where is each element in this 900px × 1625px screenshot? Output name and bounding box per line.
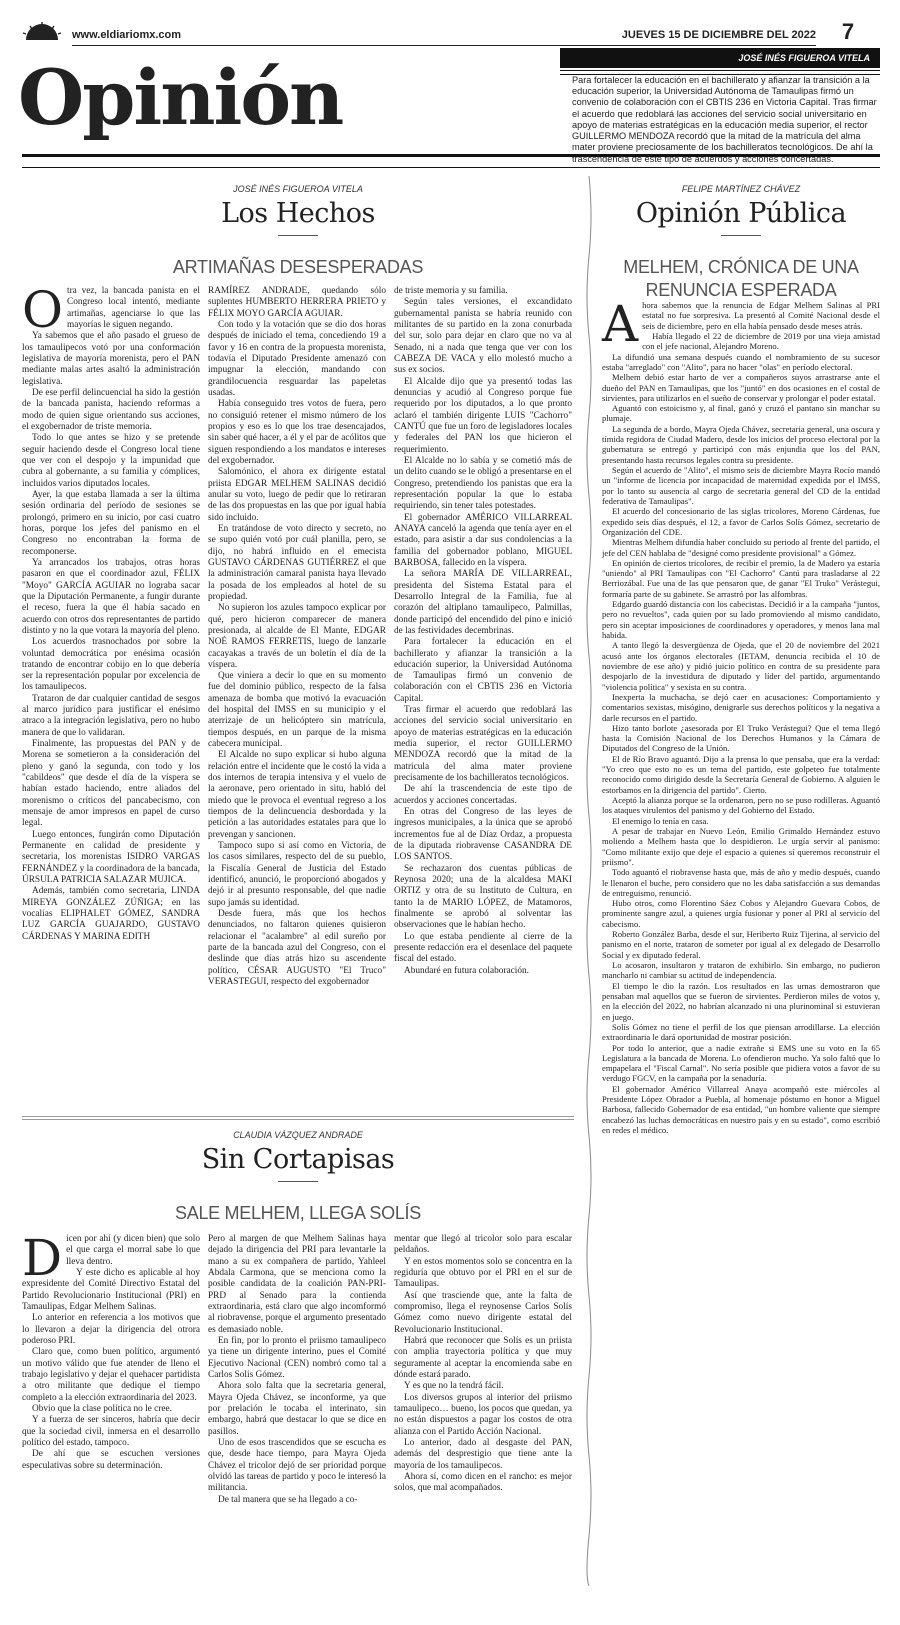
paragraph: Obvio que la clase política no le cree. [32, 1403, 172, 1414]
summary-text: Para fortalecer la educación en el bachillerato y afianzar la transición a la educación superior, la Universidad Autónoma de Tamaulipas firmó un convenio de colaboración con el CBTIS 236 en Victoria Capital. Tras firmar el acuerdo que redoblará las acciones del servicio social universitario en apoyo de materias estratégicas en la educación media superior, el rector GUILLERMO MENDOZA recordó que la mitad de la matrícula del alma mater proviene preciosamente de los bachilleratos tecnológicos. De ahí la trascendencia de este tipo de acuerdos y acciones concertadas. [572, 75, 877, 164]
paragraph: A pesar de trabajar en Nuevo León, Emilio Grimaldo Hernández estuvo moliendo a Melhem hasta que lo despidieron. Le urgía servir al panismo: "Como militante exijo que deje el espacio a quienes sí queremos reconstruir el priismo". [602, 825, 880, 867]
section-divider [22, 1116, 574, 1117]
article1-author: JOSÉ INÉS FIGUEROA VITELA [233, 184, 363, 194]
paragraph: Que viniera a decir lo que en su momento fue del dominio público, respecto de la falsa amenaza de bomba que motivó la evacuación del hospital del IMSS en su municipio y el aterrizaje de un helicóptero sin matrícula, tiempos después, en un parque de la misma cabecera municipal. [208, 671, 386, 750]
top-rule [72, 45, 816, 46]
summary-author: JOSÉ INÉS FIGUEROA VITELA [560, 48, 880, 68]
paragraph: Lo que estaba pendiente al cierre de la presente redacción era el desenlace del paquete fiscal del estado. [394, 931, 572, 965]
paragraph: La segunda de a bordo, Mayra Ojeda Chávez, secretaria general, una oscura y tímida regidora de Ciudad Madero, desde los inicios del proceso electoral por la gubernatura se entregó y participó con más enjundia que los del PAN, presentando hasta recursos legales contra su presidente. [602, 423, 880, 465]
paragraph: En fin, por lo pronto el priismo tamaulipeco ya tiene un dirigente interino, pues el Comité Ejecutivo Nacional (CEN) nombró como tal a Carlos Solís Gómez. [208, 1335, 386, 1380]
paragraph: Pero al margen de que Melhem Salinas haya dejado la dirigencia del PRI para levantarle la mano a su ex compañera de partido, Yahleel Abdala Carmona, que se menciona como la posible candidata de la coalición PAN-PRI-PRD al Senado para la contienda extraordinaria, está claro que algo incomformó al riobravense, porque el argumento presentado es demasiado noble. [208, 1234, 386, 1335]
paragraph: En otras del Congreso de las leyes de ingresos municipales, a la única que se aprobó incrementos fue al de Díaz Ordaz, a propuesta de la diputada riobravense CASANDRA DE LOS SANTOS. [394, 807, 572, 863]
column-divider [584, 176, 594, 1586]
issue-date: JUEVES 15 DE DICIEMBRE DEL 2022 [621, 29, 816, 41]
article2-head [22, 1130, 574, 1225]
paragraph: Se rechazaron dos cuentas públicas de Reynosa 2020; una de la alcaldesa MAKI ORTIZ y otra de su Instituto de Cultura, en tanto la de MARIO LÓPEZ, de Matamoros, finalmente se aprobó al solventar las observaciones que le habían hecho. [394, 863, 572, 931]
paragraph: Otra vez, la bancada panista en el Congreso local intentó, mediante artimañas, agenciarse lo que las mayorías le siguen negando. [22, 281, 200, 339]
paragraph: Salomónico, el ahora ex dirigente estatal priista EDGAR MELHEM SALINAS decidió anular su voto, luego de pedir que lo retiraran de las dos propuestas en las que por igual había sido incluido. [208, 467, 386, 523]
sun-logo-icon [22, 22, 62, 42]
paragraph: Mientras Melhem difundía haber concluido su periodo al frente del partido, el jefe del CEN hablaba de "designé como presidente provisional" a Gómez. [602, 537, 880, 558]
paragraph: Había llegado el 22 de diciembre de 2019 por una vieja amistad con el jefe nacional, Alejandro Moreno. [642, 330, 880, 352]
paragraph: Ahora sabemos que la renuncia de Edgar Melhem Salinas al PRI estatal no fue sorpresiva. La presentó al Comité Nacional desde el seis de diciembre, pero en ella había pensado desde meses atrás. [602, 295, 880, 353]
paragraph: Todo lo que antes se hizo y se pretende seguir haciendo desde el Congreso local tiene que ver con el despojo y la impunidad que cubra al gobernante, a su familia y cómplices, incluidos varios diputados locales. [22, 433, 200, 489]
article2-column: Sin Cortapisas [201, 1144, 395, 1175]
paragraph: Ahora solo falta que la secretaria general, Mayra Ojeda Chávez, se inconforme, ya que por prelación le tocaba el interinato, sin embargo, habrá que destacar lo que se dice en pasillos. [208, 1381, 386, 1437]
paragraph: RAMÍREZ ANDRADE, quedando sólo suplentes HUMBERTO HERRERA PRIETO y FÉLIX MOYO GARCÍA AGUIAR. [208, 286, 386, 319]
paragraph: Inexperta la muchacha, se dejó caer en acusaciones: Comportamiento y comentarios sexistas, misógino, denigrarle sus derechos políticos y la negativa a darle recursos en el partido. [602, 691, 880, 723]
paragraph: Lo anterior, dado al desgaste del PAN, además del desprestigio que tiene ante la mayoría de los tamaulipecos. [394, 1437, 572, 1471]
paragraph: Desde fuera, más que los hechos denunciados, no faltaron quienes quisieron relacionar el "acalambre" al edil sureño por parte de la bancada azul del Congreso, con el deslinde que días atrás hizo su ascendente político, CÉSAR AUGUSTO "El Truco" VERASTEGUI, respecto del exgobernador [208, 909, 386, 988]
article3-head [602, 184, 880, 301]
article3-col1 [602, 295, 880, 1135]
paragraph: Aguantó con estoicismo y, al final, ganó y cruzó el pantano sin manchar su plumaje. [602, 403, 880, 424]
paragraph: El gobernador Américo Villarreal Anaya acompañó este miércoles al Presidente López Obrador a Puebla, al homenaje póstumo en honor a Miguel Barbosa, fallecido Gobernador de esa entidad, "un hombre valiente que siempre encabezó las luchas democráticas en nuestro país y en su estado", como escribió en redes el médico. [602, 1083, 880, 1135]
article1-head [22, 184, 574, 279]
paragraph: Aceptó la alianza porque se la ordenaron, pero no se puso rodilleras. Aguantó los ataques virulentos del panismo y del Gobierno del Estado. [602, 795, 880, 816]
paragraph: El enemigo lo tenía en casa. [612, 815, 709, 826]
article3-column: Opinión Pública [635, 198, 847, 229]
paragraph: El tiempo le dio la razón. Los resultados en las urnas demostraron que pensaban mal aquellos que se fueron de sirvientes. Perdieron miles de votos y, en la elección del 2022, no habrían alcanzado ni una plurinominal si estuvieran en juego. [602, 980, 880, 1022]
paragraph: Lo anterior en referencia a los motivos que lo llevaron a dejar la dirigencia del otrora poderoso PRI. [22, 1313, 200, 1346]
paragraph: A tanto llegó la desvergüenza de Ojeda, que el 20 de noviembre del 2021 acusó ante los órganos electorales (IETAM, denuncia recibida el 10 de noviembre de ese año) y pidió juicio político en contra de su presidente para despojarlo de la investidura de diputado y líder del partido, argumentando "violencia política" y sexista en su contra. [602, 640, 880, 692]
article2-rule [278, 1181, 318, 1182]
paragraph: Tras firmar el acuerdo que redoblará las acciones del servicio social universitario en apoyo de materias estratégicas en la educación media superior, el rector GUILLERMO MENDOZA recordó que la mitad de la matrícula del alma mater proviene precisamente de los bachilleratos tecnológicos. [394, 705, 572, 784]
paragraph: Ayer, la que estaba llamada a ser la última sesión ordinaria del período de sesiones se prolongó, primero en su inicio, por casi cuatro horas, porque los jefes del panismo en el Congreso no encontraban la forma de recomponerse. [22, 489, 200, 557]
site-url[interactable]: www.eldiariomx.com [72, 29, 182, 41]
article3-headline: MELHEM, CRÓNICA DE UNA RENUNCIA ESPERADA [623, 257, 859, 300]
paragraph: No supieron los azules tampoco explicar por qué, pero hicieron comparecer de manera presionada, al alcalde de El Mante, EDGAR NOÉ RAMOS FERRETIS, luego de lanzarle cacayakas a través de un boletín el día de la víspera. [208, 603, 386, 670]
paragraph: El Alcalde no lo sabía y se cometió más de un delito cuando se le obligó a presentarse en el Congreso, pretendiendo los panistas que era la representación popular la que lo estaba requiriendo, sin tener tales potestades. [394, 455, 572, 512]
paragraph: Dicen por ahí (y dicen bien) que solo el que carga el morral sabe lo que lleva dentro. [22, 1229, 200, 1287]
paragraph: Los acuerdos trasnochados por sobre la voluntad democrática por enésima ocasión tratando de encontrar cobijo en lo que debería ser la representación popular por excelencia de los tamaulipecos. [22, 637, 200, 693]
top-bar [22, 18, 880, 46]
article1-col1 [22, 281, 200, 943]
paragraph: Tampoco supo si así como en Victoria, de los casos similares, respecto del de su pueblo, la Fiscalía General de Justicia del Estado identificó, anunció, le proporcionó abogados y dejó ir al presunto responsable, del que nadie supo jamás su identidad. [208, 841, 386, 908]
article3-author: FELIPE MARTÍNEZ CHÁVEZ [681, 184, 801, 194]
article2-author: CLAUDIA VÁZQUEZ ANDRADE [233, 1130, 363, 1140]
paragraph: Así que trasciende que, ante la falta de compromiso, llega el reynosense Carlos Solís Gómez como nuevo dirigente estatal del Revolucionario Institucional. [394, 1290, 572, 1335]
paragraph: Y es que no la tendrá fácil. [404, 1381, 504, 1392]
paragraph: Por todo lo anterior, que a nadie extrañe si EMS une su voto en la 65 Legislatura a la bancada de Morena. Lo ofendieron mucho. Ya solo faltó que lo empapelara el "Fiscal Carnal". No sería posible que pidiera votos a favor de su verdugo FGCV, en la campaña por la senaduría. [602, 1042, 880, 1084]
article1-col3 [394, 286, 572, 977]
paragraph: Para fortalecer la educación en el bachillerato y afianzar la transición a la educación superior, la Universidad Autónoma de Tamaulipas firmó un convenio de colaboración con el CBTIS 236 en Victoria Capital. [394, 637, 572, 704]
paragraph: Abundaré en futura colaboración. [404, 965, 529, 976]
paragraph: Con todo y la votación que se dio dos horas después de iniciado el tema, concediendo 19 a favor y 16 en contra de la propuesta morenista, todavía el Diputado Presidente amenazó con impugnar la elección, mandando con grandilocuencia resguardar las papeletas usadas. [208, 319, 386, 398]
paragraph: de triste memoria y su familia. [394, 286, 508, 296]
paragraph: Además, también como secretaria, LINDA MIREYA GONZÁLEZ ZÚÑIGA; en las vocalías ELIPHALET GÓMEZ, SANDRA LUZ GARCÍA GUAJARDO, GUSTAVO CÁRDENAS Y MARINA EDITH [22, 886, 200, 942]
paragraph: Trataron de dar cualquier cantidad de sesgos al marco jurídico para justificar el enésimo atraco a la integración legislativa, pero no hubo manera de que lo validaran. [22, 693, 200, 738]
paragraph: Ya sabemos que el año pasado el grueso de los tamaulipecos votó por una conformación legislativa de mayoría morenista, pero el PAN mediante malas artes asaltó la administración legislativa. [22, 331, 200, 387]
page-number: 7 [828, 18, 868, 46]
paragraph: De ahí que se escuchen versiones especulativas sobre su determinación. [22, 1449, 200, 1471]
paragraph: Hubo otros, como Florentino Sáez Cobos y Alejandro Guevara Cobos, de prominente sangre azul, a quienes urgía fusionar y poner al PRI al servicio del cabecismo. [602, 898, 880, 929]
article1-column: Los Hechos [221, 198, 375, 229]
paragraph: Según tales versiones, el excandidato gubernamental panista se habría reunido con militantes de su partido en la zona conurbada del sur, solo para dejar en claro que no va al Senado, ni a nada que tenga que ver con los CABEZA DE VACA y ello molestó mucho a sus ex socios. [394, 297, 572, 376]
paragraph: Y a fuerza de ser sinceros, habría que decir que la sociedad civil, inmersa en el desarrollo político del estado, tampoco. [22, 1415, 200, 1448]
paragraph: De tal manera que se ha llegado a co- [218, 1494, 358, 1505]
section-divider-2 [22, 1119, 574, 1120]
paragraph: Habrá que reconocer que Solís es un priista con amplia trayectoria política y que muy seguramente al aceptar la encomienda sabe en dónde estará parado. [394, 1335, 572, 1380]
paragraph: En opinión de ciertos tricolores, de recibir el premio, la de Madero ya estaría "uniendo" al PRI Tamaulipas con "El Cachorro" Cantú para trasladarse al 22 Berriozábal. Fue una de las que pensaron que, de ganar "El Truko" Verástegui, formaría parte de su gabinete. Se arrastró por las alfombras. [602, 557, 880, 599]
paragraph: El acuerdo del concesionario de las siglas tricolores, Moreno Cárdenas, fue expedido seis días después, el 12, a favor de Carlos Solís Gómez, secretario de Organización del CDE. [602, 506, 880, 537]
paragraph: El Alcalde dijo que ya presentó todas las denuncias y acudió al Congreso porque fue requerido por los diputados, a lo que pronto aclaró el también dirigente LUIS "Cachorro" CANTÚ que fue un foro de legisladores locales y federales del PAN los que hicieron el requerimiento. [394, 376, 572, 455]
paragraph: Claro que, como buen político, argumentó un motivo válido que fue atender de lleno el trabajo legislativo y dejar el quehacer partidista a otro militante que dedique el tiempo completo a la elección extraordinaria del 2023. [22, 1347, 200, 1403]
paragraph: Edgardo guardó distancia con los cabecistas. Decidió ir a la campaña "juntos, pero no revueltos", cada quien por su lado promoviendo al mismo candidato, pero sin aceptar imposiciones de coordinadores y operadores, y menos lana mal habida. [602, 599, 880, 640]
paragraph: De ahí la trascendencia de este tipo de acuerdos y acciones concertadas. [394, 784, 572, 806]
paragraph: Melhem debió estar harto de ver a compañeros suyos arrastrarse ante el dueño del PAN en Tamaulipas, que los "juntó" en dos ocasiones en el costal de sirvientes, para utilizarlos en el sueño de conservar y prolongar el poder estatal. [602, 372, 880, 403]
paragraph: Ya arrancados los trabajos, otras horas pasaron en que el coordinador azul, FÉLIX "Moyo" GARCÍA AGUIAR no lograba sacar que la Diputación Permanente, a fungir durante el receso, fuera la que él había sacado en acuerdo con otros dos representantes de partido distinto y no la que votara la mayoría del pleno. [22, 557, 200, 636]
paragraph: La difundió una semana después cuando el nombramiento de su sucesor estaba "arreglado" con "Alito", para no hacer "olas" en período electoral. [602, 351, 880, 372]
paragraph: Y este dicho es aplicable al hoy expresidente del Comité Directivo Estatal del Partido Revolucionario Institucional (PRI) en Tamaulipas, Edgar Melhem Salinas. [22, 1267, 200, 1312]
paragraph: Y en estos momentos solo se concentra en la regiduría que obtuvo por el PRI en el sur de Tamaulipas. [394, 1256, 572, 1290]
paragraph: La señora MARÍA DE VILLARREAL, presidenta del Sistema Estatal para el Desarrollo Integral de la Familia, fue al corazón del altiplano tamaulipeco, Palmillas, donde participó del encendido del pino e inició de las festividades decembrinas. [394, 569, 572, 636]
paragraph: El gobernador AMÉRICO VILLARREAL ANAYA canceló la agenda que tenía ayer en el estado, para asistir a dar sus condolencias a la familia del gobernador poblano, MIGUEL BARBOSA, fallecido en la víspera. [394, 512, 572, 568]
article2-col2 [208, 1234, 386, 1506]
article2-col1 [22, 1229, 200, 1472]
paragraph: De ese perfil delincuencial ha sido la gestión de la bancada panista, haciendo reformas a modo de quien sigue orientando sus acciones, el exgobernador de triste memoria. [22, 387, 200, 432]
article1-rule [278, 235, 318, 236]
paragraph: Lo acosaron, insultaron y trataron de exhibirlo. Sin embargo, no pudieron mancharlo ni cambiar su actitud de independencia. [602, 960, 880, 981]
paragraph: El Alcalde no supo explicar si hubo alguna relación entre el incidente que le costó la vida a dos internos de terapia intensiva y el vuelo de la aeronave, pero orientado in situ, habló del miedo que le provoca el eventual regreso a los tiempos de la delincuencia desbordada y la petición a las autoridades estatales para que lo prevengan y sancionen. [208, 750, 386, 840]
article3-rule [721, 235, 761, 236]
paragraph: Finalmente, las propuestas del PAN y de Morena se sometieron a la consideración del pleno y ganó la segunda, con todo y los "cabildeos" que desde el día de la víspera se habían estado haciendo, entre aliados del morenismo o críticos del pancabecismo, con mensaje de amor impresos en papel de curso legal. [22, 739, 200, 829]
paragraph: mentar que llegó al tricolor solo para escalar peldaños. [394, 1234, 572, 1256]
paragraph: Todo aguantó el riobravense hasta que, más de año y medio después, cuando le llenaron el buche, pero considero que no les daba satisfacción a sus demandas de entreguismo, renunció. [602, 867, 880, 898]
article1-headline: ARTIMAÑAS DESESPERADAS [172, 257, 424, 277]
paragraph: Uno de esos trascendidos que se escucha es que, desde hace tiempo, para Mayra Ojeda Chávez el tricolor dejó de ser prioridad porque olvidó las tareas de partido y poco le interesó la militancia. [208, 1437, 386, 1494]
article2-col3 [394, 1234, 572, 1495]
paragraph: Solís Gómez no tiene el perfil de los que piensan arrodillarse. La elección extraordinaria le dará oportunidad de mostrar posición. [602, 1021, 880, 1043]
article1-col2 [208, 286, 386, 988]
paragraph: Ahora sí, como dicen en el rancho: es mejor solos, que mal acompañados. [394, 1471, 572, 1494]
paragraph: Luego entonces, fungirán como Diputación Permanente en calidad de presidente y secretaria, los morenistas ISIDRO VARGAS FERNÁNDEZ y la coordinadora de la bancada, ÚRSULA PATRICIA SALAZAR MUJICA. [22, 829, 200, 886]
paragraph: Según el acuerdo de "Alito", el mismo seis de diciembre Mayra Rocío mandó un "informe de licencia por incapacidad de maternidad expedida por el IMSS, por lo tanto su ausencia al cargo de secretaria general del CD de la entidad federativa de Tamaulipas". [602, 465, 880, 506]
paragraph: Los diversos grupos al interior del priismo tamaulipeco… bueno, los pocos que quedan, ya no están dispuestos a pagar los costos de otra alianza con el Partido Acción Nacional. [394, 1392, 572, 1437]
paragraph: En tratándose de voto directo y secreto, no se supo quién votó por cuál planilla, pero, se dijo, no habrá influido en el emecista GUSTAVO CÁRDENAS GUTIÉRREZ el que la administración camaral panista haya llevado la posada de los empleados al hotel de su propiedad. [208, 523, 386, 602]
paragraph: Había conseguido tres votos de fuera, pero no consiguió retener el mismo número de los propios y eso es lo que los trae desencajados, sin saber qué hacer, a él y el par de acólitos que siguen respondiendo a los mandatos e intereses del exgobernador. [208, 399, 386, 466]
paragraph: El de Río Bravo aguantó. Dijo a la prensa lo que pensaba, que era la verdad: "Yo creo que esto no es un tema del partido, este golpeteo fue totalmente reconocido como dirigido desde la Secretaría General de Gobierno. A alguien le estorbamos en la dirigencia del partido". Cierto. [602, 753, 880, 795]
article2-headline: SALE MELHEM, LLEGA SOLÍS [175, 1203, 421, 1223]
paragraph: Roberto González Barba, desde el sur, Heriberto Ruiz Tijerina, al servicio del panismo en el norte, trataron de someter por igual al ex delegado de Desarrollo Social y ex diputado federal. [602, 929, 880, 960]
paragraph: Hizo tanto borlote ¿asesorada por El Truko Verástegui? Que el tema llegó hasta la Comisión Nacional de los Derechos Humanos y la Cámara de Diputados del Congreso de la Unión. [602, 722, 880, 754]
header-rule [22, 154, 880, 168]
section-title: Opinión [18, 53, 343, 142]
